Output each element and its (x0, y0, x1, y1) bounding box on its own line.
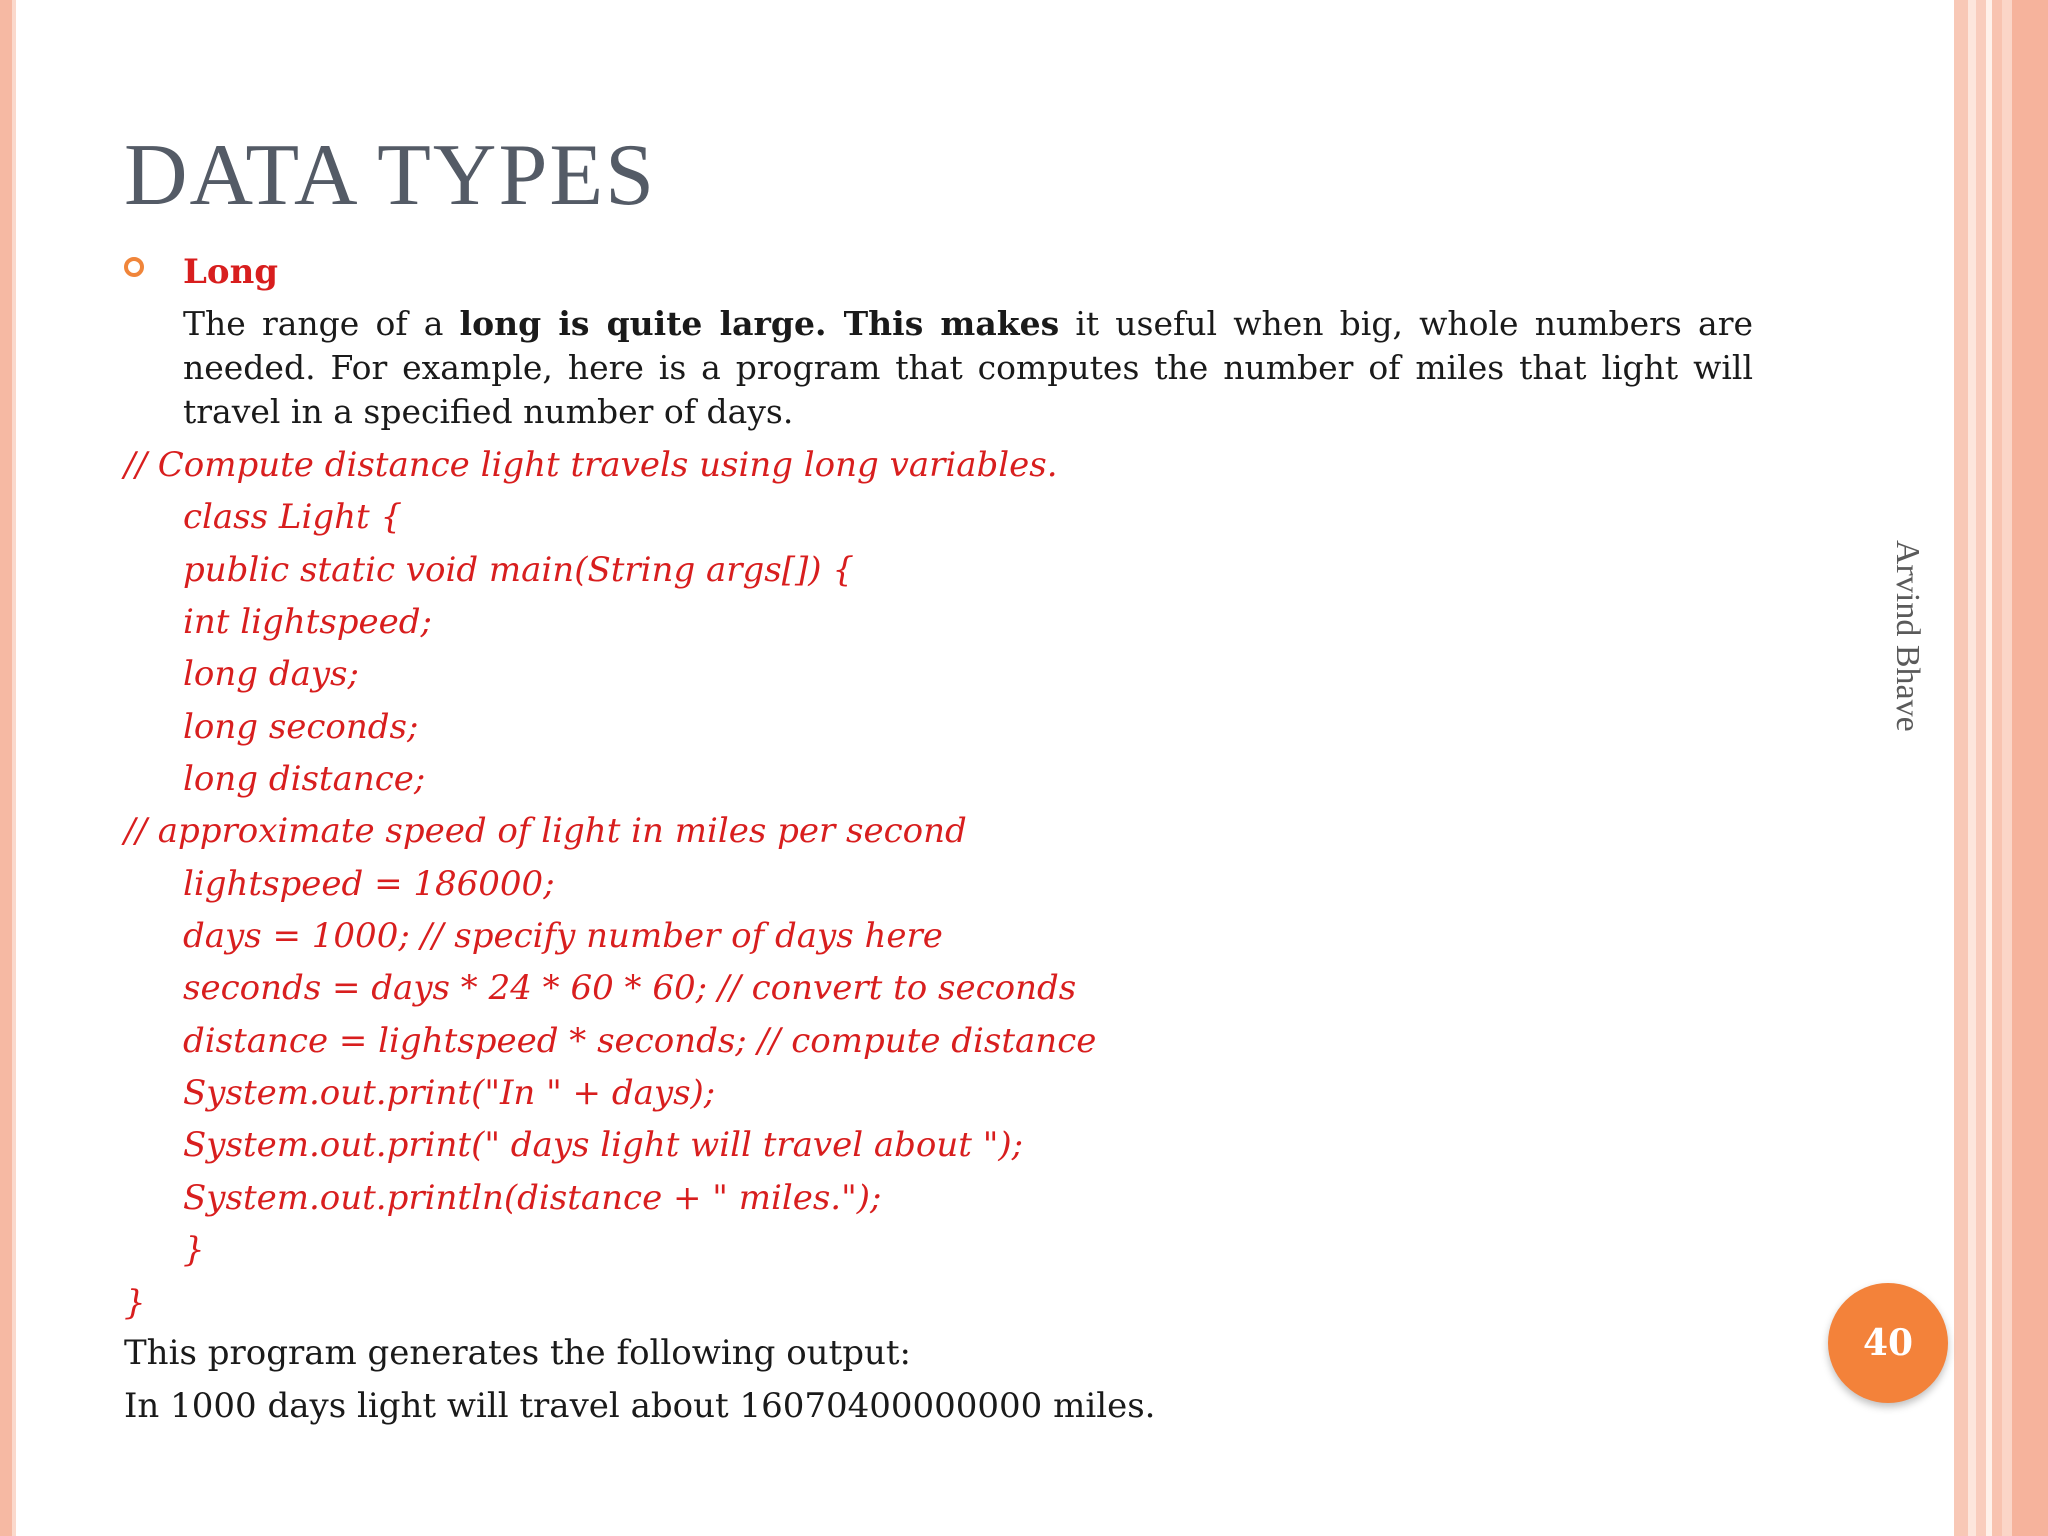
code-line: class Light { (183, 497, 403, 538)
code-line: distance = lightspeed * seconds; // compute distance (183, 1020, 1097, 1061)
code-line: System.out.print(" days light will travel about "); (183, 1125, 1024, 1166)
paragraph-bold-text: long is quite large. This makes (459, 304, 1060, 343)
code-line: long distance; (183, 759, 426, 800)
stripe (1992, 0, 2002, 1536)
code-line: long days; (183, 654, 359, 695)
code-line: long seconds; (183, 706, 419, 747)
author-name: Arvind Bhave (1889, 540, 1926, 732)
code-line: System.out.print("In " + days); (183, 1073, 716, 1114)
left-border-strip-inner (12, 0, 16, 1536)
code-line: seconds = days * 24 * 60 * 60; // convert to seconds (183, 968, 1077, 1009)
stripe (1954, 0, 1968, 1536)
output-line: This program generates the following output: (124, 1333, 912, 1373)
bullet-paragraph (183, 302, 1753, 434)
paragraph-text: it useful when big, whole numbers are needed. For example, here is a program that computes the number of miles that light will travel in a specified number of days. (183, 304, 1753, 431)
page-number-badge: 40 (1828, 1283, 1948, 1403)
code-block (124, 439, 1624, 1329)
bullet-heading: Long (183, 252, 279, 292)
code-line: int lightspeed; (183, 602, 432, 643)
hollow-circle-bullet-icon (124, 257, 144, 277)
stripe (1968, 0, 1976, 1536)
output-line: In 1000 days light will travel about 16070400000000 miles. (124, 1385, 1156, 1426)
code-line: } (124, 1282, 146, 1323)
program-output (124, 1327, 1155, 1432)
code-line: days = 1000; // specify number of days here (183, 916, 943, 957)
code-line: } (183, 1230, 205, 1271)
paragraph-text: The range of a (183, 304, 460, 343)
code-line: // Compute distance light travels using long variables. (124, 445, 1058, 485)
slide-title: DATA TYPES (124, 127, 657, 224)
right-decorative-stripes (1954, 0, 2048, 1536)
code-line: // approximate speed of light in miles per second (124, 811, 967, 852)
code-line: public static void main(String args[]) { (183, 549, 854, 590)
stripe (1976, 0, 1986, 1536)
code-line: lightspeed = 186000; (183, 863, 555, 904)
stripe (2002, 0, 2012, 1536)
stripe (2012, 0, 2048, 1536)
code-line: System.out.println(distance + " miles."); (183, 1177, 882, 1218)
left-border-strip (0, 0, 12, 1536)
